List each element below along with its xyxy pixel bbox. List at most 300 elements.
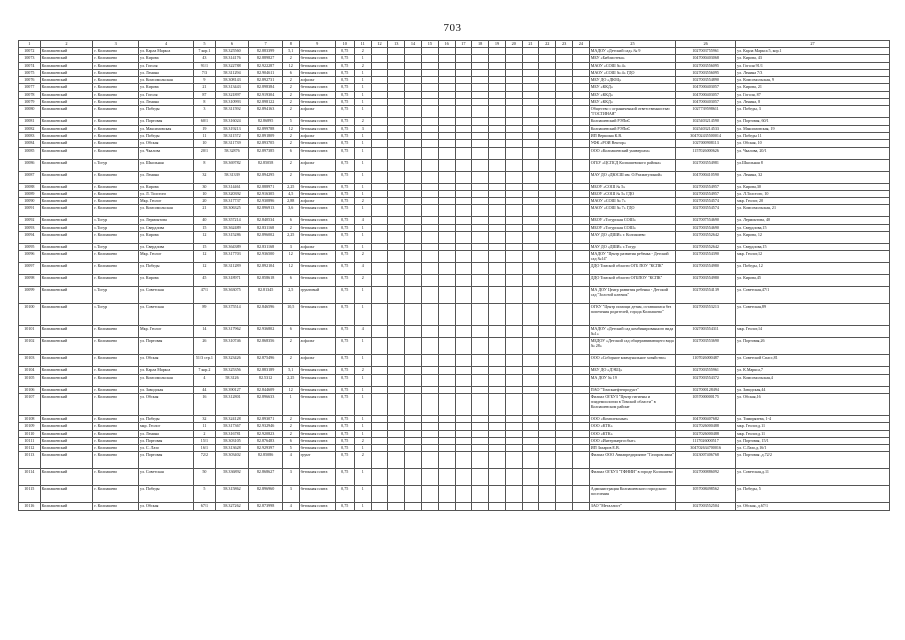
table-cell (405, 374, 422, 386)
table-cell: ул. Советская (138, 287, 193, 304)
table-row (19, 355, 890, 367)
table-cell: бетонная плита (299, 84, 335, 91)
table-cell: мкр. Геолог,д.11 (736, 423, 890, 430)
table-cell: ул. Комсомольская,4 (736, 374, 890, 386)
table-cell: ул. Гоголя 91/1 (736, 62, 890, 69)
table-cell (405, 132, 422, 139)
table-cell: 58.362489 (215, 224, 249, 231)
table-cell (421, 338, 438, 355)
table-cell (572, 232, 589, 244)
table-cell (388, 338, 405, 355)
table-cell (539, 251, 556, 263)
table-cell (539, 171, 556, 183)
table-cell (539, 183, 556, 190)
table-cell: 21 (194, 205, 216, 217)
table-cell: ул. Обская (138, 355, 193, 367)
table-cell (388, 452, 405, 469)
table-cell: асфальт (299, 106, 335, 118)
table-cell: 58.3126 (215, 374, 249, 386)
table-cell: 0,75 (335, 183, 354, 190)
table-cell (405, 263, 422, 275)
table-cell: 1 (354, 140, 371, 147)
table-cell (505, 198, 522, 205)
table-cell: 2,25 (282, 183, 299, 190)
table-cell: 82.840534 (249, 217, 283, 224)
table-cell: 0,75 (335, 367, 354, 374)
table-cell: 1047000403057 (676, 84, 736, 91)
table-row (19, 275, 890, 287)
table-cell: 82.873998 (249, 503, 283, 510)
table-cell (472, 423, 489, 430)
table-cell (505, 171, 522, 183)
table-cell (455, 374, 472, 386)
table-cell: 1027003554957 (676, 183, 736, 190)
table-cell: 58.314176 (215, 55, 249, 62)
table-cell: 21 (194, 84, 216, 91)
table-cell: 58.318971 (215, 275, 249, 287)
table-cell (438, 423, 455, 430)
table-cell (388, 84, 405, 91)
table-cell (472, 486, 489, 503)
table-cell (572, 159, 589, 171)
table-cell (371, 106, 388, 118)
table-row (19, 251, 890, 263)
table-cell: 0,75 (335, 263, 354, 275)
table-cell (455, 244, 472, 251)
table-cell: 4 (282, 503, 299, 510)
table-cell: мкр. Геолог,14 (736, 326, 890, 338)
table-cell: бетонная плита (299, 486, 335, 503)
table-cell: Мкр. Геолог (138, 198, 193, 205)
column-header: 11 (354, 41, 371, 48)
table-cell: с.Тогур (93, 217, 139, 224)
table-row (19, 415, 890, 422)
table-cell (489, 374, 506, 386)
table-cell: асфальт (299, 198, 335, 205)
table-cell (522, 125, 539, 132)
table-cell: 12 (194, 251, 216, 263)
table-cell (405, 77, 422, 84)
table-cell (556, 159, 573, 171)
table-cell: 58.311289 (215, 263, 249, 275)
table-cell (539, 415, 556, 422)
table-cell: 12 (282, 125, 299, 132)
table-cell (489, 452, 506, 469)
table-row (19, 287, 890, 304)
table-cell (421, 190, 438, 197)
table-cell: Колпашевский (40, 232, 93, 244)
table-cell (388, 386, 405, 393)
table-cell (438, 430, 455, 437)
table-cell: МАОУ «СОШ № 7» ГДО (589, 205, 675, 217)
table-row (19, 69, 890, 76)
table-cell: 82.868627 (249, 469, 283, 486)
table-cell (572, 198, 589, 205)
table-cell: 1 (354, 244, 371, 251)
table-cell (438, 125, 455, 132)
table-cell: Колпашевский (40, 430, 93, 437)
table-cell (472, 84, 489, 91)
table-cell: МБУ ДО «ДЮЦ» (589, 77, 675, 84)
table-cell (472, 338, 489, 355)
table-cell (472, 132, 489, 139)
table-cell: 82.875496 (249, 355, 283, 367)
table-cell: 1 (354, 393, 371, 415)
table-cell: 1 (354, 106, 371, 118)
table-cell: мкр. Геолог (138, 423, 193, 430)
table-cell (388, 62, 405, 69)
table-cell (556, 84, 573, 91)
table-cell (405, 118, 422, 125)
table-cell (455, 232, 472, 244)
table-cell: 2 (354, 251, 371, 263)
table-cell (522, 275, 539, 287)
table-cell (556, 171, 573, 183)
table-cell: ул. Портовая ,д.72/2 (736, 452, 890, 469)
table-cell (505, 338, 522, 355)
table-cell (405, 224, 422, 231)
table-cell (455, 183, 472, 190)
table-cell: Колпашевский (40, 452, 93, 469)
table-cell (522, 77, 539, 84)
table-cell: 3 (282, 469, 299, 486)
table-cell (388, 263, 405, 275)
table-cell: Колпашевский (40, 224, 93, 231)
table-cell: 58.327262 (215, 503, 249, 510)
table-cell: ул. Портовая (138, 452, 193, 469)
table-cell (489, 338, 506, 355)
table-cell (438, 183, 455, 190)
table-cell (472, 430, 489, 437)
table-cell: 0,75 (335, 84, 354, 91)
table-row (19, 183, 890, 190)
table-cell: г. Колпашево (93, 125, 139, 132)
table-cell (438, 469, 455, 486)
table-cell: 0,75 (335, 486, 354, 503)
table-cell: ул. К.Маркса,7 (736, 367, 890, 374)
table-cell (556, 338, 573, 355)
table-cell (539, 205, 556, 217)
table-cell: ул. Советская,47/1 (736, 287, 890, 304)
table-cell: 10077 (19, 84, 41, 91)
table-cell: 82.889827 (249, 55, 283, 62)
table-cell (572, 171, 589, 183)
table-cell: Колпашевский (40, 99, 93, 106)
table-cell (539, 338, 556, 355)
table-cell (421, 275, 438, 287)
table-cell: Колпашевский (40, 106, 93, 118)
table-cell: 0,75 (335, 205, 354, 217)
table-cell: ЗАО "Металлист" (589, 503, 675, 510)
table-cell (556, 452, 573, 469)
table-cell: ул. Советская (138, 304, 193, 326)
table-cell: Колпашевский (40, 355, 93, 367)
column-header: 20 (505, 41, 522, 48)
table-cell: 0,75 (335, 77, 354, 84)
table-cell (539, 224, 556, 231)
table-cell (539, 190, 556, 197)
table-cell: 58.310993 (215, 99, 249, 106)
table-cell (556, 304, 573, 326)
table-cell: 3 (282, 244, 299, 251)
table-cell: МАОУ «СОШ № 4» (589, 62, 675, 69)
table-cell: 47/1 (194, 287, 216, 304)
table-cell: г. Колпашево (93, 232, 139, 244)
page-number: 703 (443, 22, 462, 34)
table-cell: г. Колпашево (93, 140, 139, 147)
table-cell (556, 415, 573, 422)
column-header: 1 (19, 41, 41, 48)
table-cell (505, 140, 522, 147)
column-header: 3 (93, 41, 139, 48)
table-cell: асфальт (299, 132, 335, 139)
column-header: 22 (539, 41, 556, 48)
column-header: 4 (138, 41, 193, 48)
table-cell (438, 205, 455, 217)
table-cell: 10089 (19, 190, 41, 197)
column-header: 10 (335, 41, 354, 48)
table-cell: 0,75 (335, 232, 354, 244)
table-cell (556, 62, 573, 69)
table-cell (405, 106, 422, 118)
table-cell (472, 287, 489, 304)
table-cell: Администрация Колпашевского городского поселения (589, 486, 675, 503)
table-cell (405, 125, 422, 132)
table-cell: 0,75 (335, 69, 354, 76)
table-cell (421, 244, 438, 251)
table-row (19, 486, 890, 503)
table-cell (438, 224, 455, 231)
table-cell (572, 355, 589, 367)
table-cell: 1 (354, 183, 371, 190)
table-cell: 10107 (19, 393, 41, 415)
table-cell: бетонная плита (299, 415, 335, 422)
table-cell: 82.893705 (249, 140, 283, 147)
table-cell (455, 486, 472, 503)
table-cell: 1027003755961 (676, 48, 736, 55)
table-cell (388, 367, 405, 374)
table-cell: 10113 (19, 452, 41, 469)
table-cell (489, 205, 506, 217)
table-cell (539, 91, 556, 98)
table-cell: Колпашевский (40, 415, 93, 422)
table-cell (388, 224, 405, 231)
table-cell (455, 287, 472, 304)
table-cell: ул. С. Лазо (138, 445, 193, 452)
table-cell: ул. Портовая (138, 338, 193, 355)
table-cell: 1047000403057 (676, 99, 736, 106)
table-cell (371, 423, 388, 430)
table-cell: ИП Захаров Е.В. (589, 445, 675, 452)
table-cell: ул. Карла Маркса (138, 367, 193, 374)
table-cell (556, 251, 573, 263)
table-cell: 10116 (19, 503, 41, 510)
table-cell: 0,75 (335, 326, 354, 338)
table-cell (371, 326, 388, 338)
table-cell: 2 (282, 415, 299, 422)
table-cell (572, 386, 589, 393)
table-cell: 10090 (19, 198, 41, 205)
table-cell (455, 469, 472, 486)
table-cell: 2,88 (282, 198, 299, 205)
table-cell: 0,75 (335, 423, 354, 430)
table-cell (572, 77, 589, 84)
table-cell: 2 (354, 48, 371, 55)
table-row (19, 393, 890, 415)
table-cell (405, 48, 422, 55)
table-cell: ул. Обская (138, 140, 193, 147)
column-header: 7 (249, 41, 283, 48)
table-cell (522, 326, 539, 338)
table-cell (489, 91, 506, 98)
table-cell (421, 251, 438, 263)
table-cell (522, 91, 539, 98)
table-cell (371, 251, 388, 263)
table-cell: 1 (354, 232, 371, 244)
table-cell: бетонная плита (299, 48, 335, 55)
table-cell: 6 (282, 275, 299, 287)
table-cell: ул. Свердлова (138, 244, 193, 251)
table-cell (539, 326, 556, 338)
table-cell (505, 118, 522, 125)
table-cell: ул. Кирова (138, 55, 193, 62)
table-cell: г. Колпашево (93, 99, 139, 106)
table-cell (522, 338, 539, 355)
table-row (19, 469, 890, 486)
column-header: 5 (194, 41, 216, 48)
table-cell: ул. Максимовская, 19 (736, 125, 890, 132)
table-cell (556, 224, 573, 231)
table-cell: 0,75 (335, 224, 354, 231)
table-row (19, 263, 890, 275)
table-cell: Колпашевский (40, 217, 93, 224)
table-cell (556, 140, 573, 147)
table-cell (572, 503, 589, 510)
table-cell: ООО «КТК» (589, 423, 675, 430)
table-cell: 20/1 (194, 147, 216, 159)
table-cell: 1027026000488 (676, 430, 736, 437)
table-cell (572, 132, 589, 139)
table-cell (489, 217, 506, 224)
table-cell (522, 232, 539, 244)
table-cell: бетонная плита (299, 99, 335, 106)
table-cell (522, 445, 539, 452)
table-cell (556, 125, 573, 132)
table-cell: 0,75 (335, 251, 354, 263)
table-cell (522, 304, 539, 326)
table-cell: 91/1 (194, 62, 216, 69)
table-cell (522, 99, 539, 106)
table-cell (388, 275, 405, 287)
table-cell (371, 415, 388, 422)
table-cell (505, 430, 522, 437)
table-cell (505, 326, 522, 338)
table-cell: бетонная плита (299, 232, 335, 244)
table-cell: 10110 (19, 430, 41, 437)
table-cell: г. Колпашево (93, 367, 139, 374)
table-cell (522, 205, 539, 217)
table-cell (489, 355, 506, 367)
table-cell: 58.322788 (215, 62, 249, 69)
table-row (19, 190, 890, 197)
table-cell: ИП Вершина К.В. (589, 132, 675, 139)
table-cell (472, 147, 489, 159)
table-cell: 82.858618 (249, 275, 283, 287)
table-cell (572, 217, 589, 224)
table-cell (489, 393, 506, 415)
table-cell: бетонная плита (299, 469, 335, 486)
table-cell: г. Колпашево (93, 486, 139, 503)
table-cell (539, 469, 556, 486)
table-row (19, 326, 890, 338)
table-cell (438, 171, 455, 183)
table-cell (505, 205, 522, 217)
table-cell (405, 198, 422, 205)
table-cell (522, 147, 539, 159)
table-cell: 1027003556095 (676, 69, 736, 76)
table-cell (472, 374, 489, 386)
table-cell: Колпашевский (40, 91, 93, 98)
table-cell: ул. Советской Спасс,81 (736, 355, 890, 367)
table-cell: ул. Портовая, 60/1 (736, 118, 890, 125)
table-cell: 82.894163 (249, 106, 283, 118)
table-cell: 82.919304 (249, 91, 283, 98)
table-cell (438, 232, 455, 244)
table-cell (556, 77, 573, 84)
table-cell (438, 304, 455, 326)
table-cell: 20 (194, 198, 216, 205)
table-cell (438, 55, 455, 62)
table-cell (522, 171, 539, 183)
table-cell: асфальт (299, 159, 335, 171)
table-cell: 82.868356 (249, 338, 283, 355)
table-cell: 4 (282, 452, 299, 469)
table-cell: 1027003552504 (676, 503, 736, 510)
table-cell: ул. Кирова, 21 (736, 84, 890, 91)
table-cell (438, 452, 455, 469)
table-cell: УФК «РОИ Вектор» (589, 140, 675, 147)
table-cell (539, 140, 556, 147)
table-cell (505, 437, 522, 444)
table-cell: 3 (354, 125, 371, 132)
table-cell (556, 374, 573, 386)
table-cell (405, 69, 422, 76)
table-cell (505, 125, 522, 132)
table-cell: г. Колпашево (93, 77, 139, 84)
table-cell: г. Колпашево (93, 205, 139, 217)
table-cell (472, 232, 489, 244)
table-cell (489, 99, 506, 106)
table-cell: ООО «КТК» (589, 430, 675, 437)
table-cell (505, 147, 522, 159)
table-cell (572, 452, 589, 469)
table-cell (505, 132, 522, 139)
table-cell: 82.894295 (249, 171, 283, 183)
table-cell (539, 275, 556, 287)
table-cell (371, 183, 388, 190)
table-cell: ул. Кирова, 12 (736, 232, 890, 244)
table-cell: Колпашевский (40, 263, 93, 275)
table-cell: МБОУ «СОШ № 5» (589, 183, 675, 190)
table-cell (421, 326, 438, 338)
table-cell (489, 251, 506, 263)
table-cell: 82.876483 (249, 437, 283, 444)
table-cell: 1 (354, 190, 371, 197)
table-cell (505, 374, 522, 386)
table-cell (489, 430, 506, 437)
table-row (19, 338, 890, 355)
table-cell (539, 198, 556, 205)
